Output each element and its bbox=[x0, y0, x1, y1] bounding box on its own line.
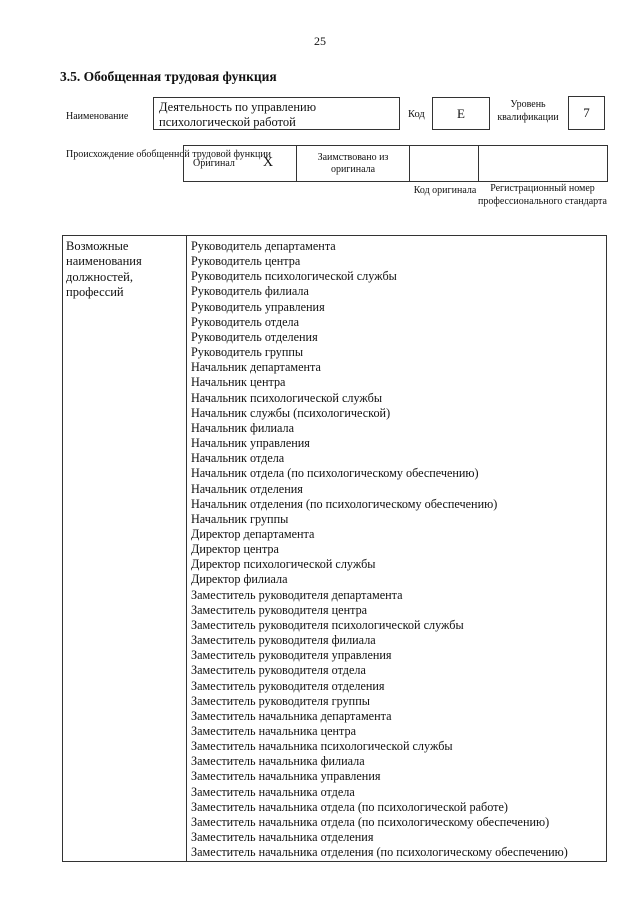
position-item: Заместитель начальника отдела bbox=[191, 784, 355, 799]
position-item: Директор филиала bbox=[191, 572, 288, 587]
position-item: Заместитель руководителя управления bbox=[191, 648, 392, 663]
qualification-level-label: Уровень квалификации bbox=[497, 99, 559, 123]
position-item: Руководитель психологической службы bbox=[191, 269, 397, 284]
origin-label: Происхождение обобщенной трудовой функции bbox=[66, 149, 272, 160]
code-label: Код bbox=[408, 109, 425, 120]
position-item: Начальник отдела bbox=[191, 451, 285, 466]
position-item: Начальник отдела (по психологическому обеспечению) bbox=[191, 466, 479, 481]
position-item: Заместитель начальника психологической службы bbox=[191, 739, 453, 754]
registration-number-caption: Регистрационный номер профессионального стандарта bbox=[478, 183, 607, 207]
position-item: Руководитель отделения bbox=[191, 329, 318, 344]
position-item: Заместитель начальника центра bbox=[191, 724, 357, 738]
positions-table bbox=[62, 235, 607, 862]
positions-list bbox=[187, 236, 607, 862]
original-label: Оригинал bbox=[193, 158, 235, 169]
position-item: Начальник отделения bbox=[191, 481, 303, 496]
code-value-box: E bbox=[432, 97, 490, 130]
position-item: Заместитель руководителя департамента bbox=[191, 587, 403, 602]
position-item: Заместитель руководителя центра bbox=[191, 602, 368, 617]
position-item: Заместитель начальника отделения (по психологическому обеспечению) bbox=[191, 845, 568, 860]
position-item: Заместитель руководителя отделения bbox=[191, 678, 385, 693]
position-item: Руководитель управления bbox=[191, 299, 325, 314]
original-cell bbox=[184, 146, 297, 182]
registration-number-cell bbox=[479, 146, 608, 182]
original-mark: X bbox=[263, 155, 274, 170]
origin-table bbox=[183, 145, 608, 182]
position-item: Начальник департамента bbox=[191, 360, 321, 375]
position-item: Заместитель руководителя отдела bbox=[191, 663, 366, 678]
position-item: Директор центра bbox=[191, 542, 279, 557]
position-item: Заместитель начальника отделения bbox=[191, 830, 374, 845]
position-item: Заместитель начальника филиала bbox=[191, 754, 365, 769]
name-label: Наименование bbox=[66, 111, 129, 122]
name-value-box: Деятельность по управлению психологической работой bbox=[153, 97, 400, 130]
position-item: Заместитель начальника отдела (по психологическому обеспечению) bbox=[191, 814, 550, 829]
borrowed-label: Заимствовано из оригинала bbox=[317, 151, 389, 175]
position-item: Директор психологической службы bbox=[191, 557, 376, 572]
position-item: Начальник группы bbox=[191, 511, 289, 526]
position-item: Руководитель центра bbox=[191, 254, 301, 269]
qualification-level-box: 7 bbox=[568, 96, 605, 130]
positions-label: Возможные наименования должностей, профессий bbox=[63, 236, 187, 862]
position-item: Руководитель группы bbox=[191, 345, 304, 360]
position-item: Начальник управления bbox=[191, 436, 310, 451]
borrowed-cell bbox=[297, 146, 410, 182]
position-item: Руководитель отдела bbox=[191, 314, 300, 329]
position-item: Начальник психологической службы bbox=[191, 390, 383, 405]
position-item: Начальник центра bbox=[191, 375, 286, 390]
position-item: Заместитель руководителя филиала bbox=[191, 633, 376, 648]
position-item: Начальник службы (психологической) bbox=[191, 405, 391, 420]
position-item: Руководитель филиала bbox=[191, 284, 309, 299]
original-code-cell bbox=[410, 146, 479, 182]
position-item: Заместитель начальника управления bbox=[191, 769, 381, 784]
position-item: Заместитель начальника департамента bbox=[191, 708, 392, 723]
position-item: Заместитель руководителя группы bbox=[191, 693, 370, 708]
original-code-caption: Код оригинала bbox=[413, 185, 477, 196]
position-item: Руководитель департамента bbox=[191, 239, 336, 253]
position-item: Заместитель руководителя психологической службы bbox=[191, 617, 464, 632]
position-item: Заместитель начальника отдела (по психологической работе) bbox=[191, 799, 508, 814]
position-item: Начальник филиала bbox=[191, 420, 295, 435]
page-number: 25 bbox=[314, 34, 326, 48]
section-title: 3.5. Обобщенная трудовая функция bbox=[60, 69, 277, 84]
position-item: Начальник отделения (по психологическому обеспечению) bbox=[191, 496, 498, 511]
position-item: Директор департамента bbox=[191, 526, 315, 541]
